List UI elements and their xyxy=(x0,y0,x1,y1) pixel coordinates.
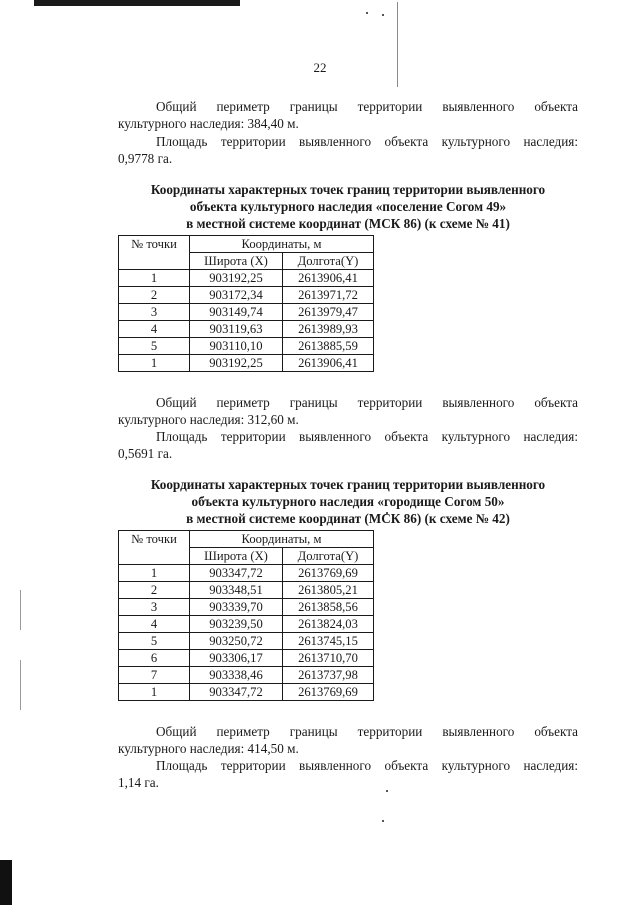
table-row xyxy=(119,565,374,582)
latitude-cell: 903192,25 xyxy=(190,270,283,287)
point-cell: 5 xyxy=(119,633,190,650)
coordinates-table-1 xyxy=(118,235,374,372)
coordinates-table-2 xyxy=(118,530,374,701)
area-line: Площадь территории выявленного объекта культурного наследия: xyxy=(156,134,578,149)
table-body xyxy=(119,565,374,701)
table-header-row xyxy=(119,531,374,548)
area-line: 0,5691 га. xyxy=(118,446,173,461)
area-line: Площадь территории выявленного объекта культурного наследия: xyxy=(156,758,578,773)
area-line: 0,9778 га. xyxy=(118,151,173,166)
area-paragraph xyxy=(118,757,578,791)
table-row xyxy=(119,582,374,599)
page-number: 22 xyxy=(313,60,327,75)
longitude-cell: 2613979,47 xyxy=(283,304,374,321)
perimeter-paragraph xyxy=(118,98,578,132)
latitude-cell: 903347,72 xyxy=(190,565,283,582)
title-line: в местной системе координат (МСК 86) (к схеме № 41) xyxy=(186,216,510,231)
point-cell: 4 xyxy=(119,616,190,633)
title-line: Координаты характерных точек границ территории выявленного xyxy=(150,182,546,197)
header-y: Долгота(Y) xyxy=(283,253,374,270)
latitude-cell: 903347,72 xyxy=(190,684,283,701)
header-point: № точки xyxy=(119,531,190,565)
latitude-cell: 903110,10 xyxy=(190,338,283,355)
longitude-cell: 2613737,98 xyxy=(283,667,374,684)
perimeter-line: Общий периметр границы территории выявленного объекта xyxy=(156,724,578,739)
perimeter-line: культурного наследия: 384,40 м. xyxy=(118,116,299,131)
table-body xyxy=(119,270,374,372)
perimeter-paragraph xyxy=(118,723,578,757)
longitude-cell: 2613769,69 xyxy=(283,565,374,582)
latitude-cell: 903149,74 xyxy=(190,304,283,321)
table-row xyxy=(119,667,374,684)
longitude-cell: 2613906,41 xyxy=(283,270,374,287)
header-x: Широта (X) xyxy=(190,548,283,565)
table-row xyxy=(119,633,374,650)
latitude-cell: 903348,51 xyxy=(190,582,283,599)
scan-artifact-speck xyxy=(20,590,21,630)
table-row xyxy=(119,338,374,355)
table1-title xyxy=(118,181,578,232)
longitude-cell: 2613769,69 xyxy=(283,684,374,701)
table-row xyxy=(119,355,374,372)
scan-artifact-dot xyxy=(382,14,384,16)
header-y: Долгота(Y) xyxy=(283,548,374,565)
point-cell: 3 xyxy=(119,599,190,616)
area-line: Площадь территории выявленного объекта культурного наследия: xyxy=(156,429,578,444)
title-line: объекта культурного наследия «городище Согом 50» xyxy=(191,494,505,509)
perimeter-line: культурного наследия: 414,50 м. xyxy=(118,741,299,756)
scan-artifact-dot xyxy=(366,12,368,14)
perimeter-paragraph xyxy=(118,394,578,428)
scan-artifact-bar xyxy=(34,0,240,6)
point-cell: 7 xyxy=(119,667,190,684)
point-cell: 6 xyxy=(119,650,190,667)
longitude-cell: 2613971,72 xyxy=(283,287,374,304)
latitude-cell: 903119,63 xyxy=(190,321,283,338)
longitude-cell: 2613858,56 xyxy=(283,599,374,616)
table-row xyxy=(119,287,374,304)
table-row xyxy=(119,684,374,701)
longitude-cell: 2613989,93 xyxy=(283,321,374,338)
point-cell: 1 xyxy=(119,270,190,287)
title-line: Координаты характерных точек границ территории выявленного xyxy=(150,477,546,492)
table-row xyxy=(119,304,374,321)
latitude-cell: 903250,72 xyxy=(190,633,283,650)
longitude-cell: 2613710,70 xyxy=(283,650,374,667)
longitude-cell: 2613906,41 xyxy=(283,355,374,372)
point-cell: 2 xyxy=(119,582,190,599)
longitude-cell: 2613805,21 xyxy=(283,582,374,599)
title-line: объекта культурного наследия «поселение Согом 49» xyxy=(189,199,507,214)
table-row xyxy=(119,270,374,287)
area-line: 1,14 га. xyxy=(118,775,159,790)
table2-title xyxy=(118,476,578,527)
point-cell: 4 xyxy=(119,321,190,338)
longitude-cell: 2613885,59 xyxy=(283,338,374,355)
table-row xyxy=(119,616,374,633)
area-paragraph xyxy=(118,428,578,462)
point-cell: 1 xyxy=(119,684,190,701)
latitude-cell: 903239,50 xyxy=(190,616,283,633)
title-line: в местной системе координат (МСК 86) (к схеме № 42) xyxy=(186,511,510,526)
latitude-cell: 903306,17 xyxy=(190,650,283,667)
point-cell: 1 xyxy=(119,355,190,372)
point-cell: 3 xyxy=(119,304,190,321)
perimeter-line: Общий периметр границы территории выявленного объекта xyxy=(156,99,578,114)
area-paragraph xyxy=(118,133,578,167)
longitude-cell: 2613824,03 xyxy=(283,616,374,633)
perimeter-line: культурного наследия: 312,60 м. xyxy=(118,412,299,427)
header-x: Широта (X) xyxy=(190,253,283,270)
scan-artifact-corner xyxy=(0,860,12,905)
table-header-row xyxy=(119,236,374,253)
header-coords: Координаты, м xyxy=(190,236,374,253)
longitude-cell: 2613745,15 xyxy=(283,633,374,650)
latitude-cell: 903172,34 xyxy=(190,287,283,304)
header-coords: Координаты, м xyxy=(190,531,374,548)
table-row xyxy=(119,650,374,667)
latitude-cell: 903339,70 xyxy=(190,599,283,616)
point-cell: 5 xyxy=(119,338,190,355)
header-point: № точки xyxy=(119,236,190,270)
point-cell: 2 xyxy=(119,287,190,304)
scan-artifact-speck xyxy=(20,660,21,710)
table-row xyxy=(119,321,374,338)
point-cell: 1 xyxy=(119,565,190,582)
table-row xyxy=(119,599,374,616)
latitude-cell: 903192,25 xyxy=(190,355,283,372)
latitude-cell: 903338,46 xyxy=(190,667,283,684)
scan-artifact-dot xyxy=(382,820,384,822)
perimeter-line: Общий периметр границы территории выявленного объекта xyxy=(156,395,578,410)
